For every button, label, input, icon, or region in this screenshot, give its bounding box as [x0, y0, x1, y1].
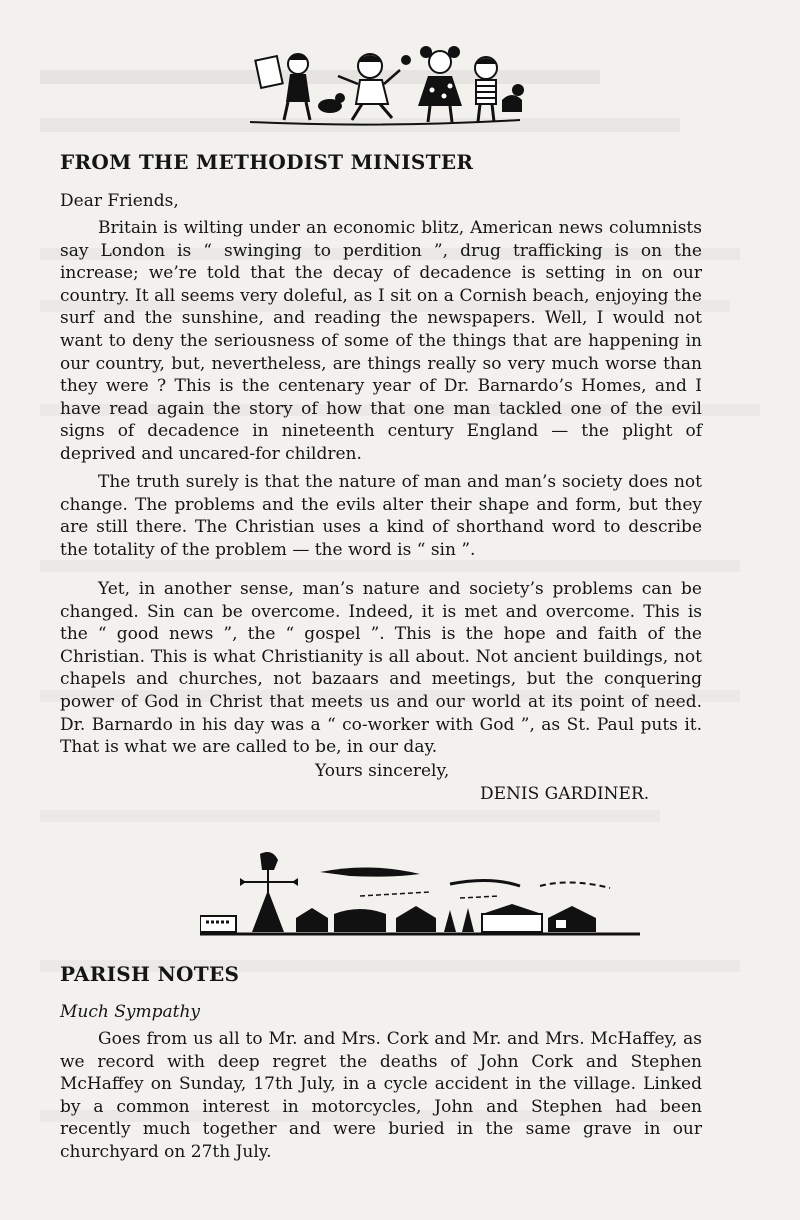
letter-paragraph: Yet, in another sense, man’s nature and society’s problems can be changed. Sin can be overcome. Indeed, it is met and overcome. This is the “ good news ”, the “ gospel ”. This is the hope and faith of the Christian. This is what Christianity is all about. Not ancient buildings, not chapels and churches, not bazaars and meetings, but the conquering power of God in Christ that meets us and our world at its point of need. Dr. Barnardo in his day was a “ co-worker with God ”, as St. Paul puts it. That is what we are called to be, in our day. — [60, 579, 702, 758]
children-playing-illustration — [240, 40, 530, 130]
letter-signature: DENIS GARDINER. — [480, 784, 650, 804]
letter-closing: Yours sincerely, — [315, 761, 450, 781]
salutation: Dear Friends, — [60, 191, 179, 211]
letter-paragraph: Britain is wilting under an economic blitz, American news columnists say London is “ swinging to perdition ”, drug trafficking is on the increase; we’re told that the decay of decadence is setting in on our country. It all seems very doleful, as I sit on a Cornish beach, enjoying the surf and the sunshine, and reading the newspapers. Well, I would not want to deny the seriousness of some of the things that are happening in our country, but, nevertheless, are things really so very much worse than they were ? This is the centenary year of Dr. Barnardo’s Homes, and I have read again the story of how that one man tackled one of the evil signs of decadence in nineteenth century England — the plight of deprived and uncared-for children. — [60, 218, 702, 464]
parish-subheading: Much Sympathy — [60, 1002, 201, 1022]
parish-paragraph: Goes from us all to Mr. and Mrs. Cork and Mr. and Mrs. McHaffey, as we record with deep regret the deaths of John Cork and Stephen McHaffey on Sunday, 17th July, in a cycle accident in the village. Linked by a common interest in motorcycles, John and Stephen had been recently much together and were buried in the same grave in our churchyard on 27th July. — [60, 1029, 702, 1162]
village-weathervane-illustration — [200, 848, 640, 938]
methodist-minister-heading: FROM THE METHODIST MINISTER — [60, 150, 474, 174]
letter-paragraph: The truth surely is that the nature of man and man’s society does not change. The problems and the evils alter their shape and form, but they are still there. The Christian uses a kind of shorthand word to describe the totality of the problem — the word is “ sin ”. — [60, 472, 702, 560]
parish-notes-heading: PARISH NOTES — [60, 962, 240, 986]
